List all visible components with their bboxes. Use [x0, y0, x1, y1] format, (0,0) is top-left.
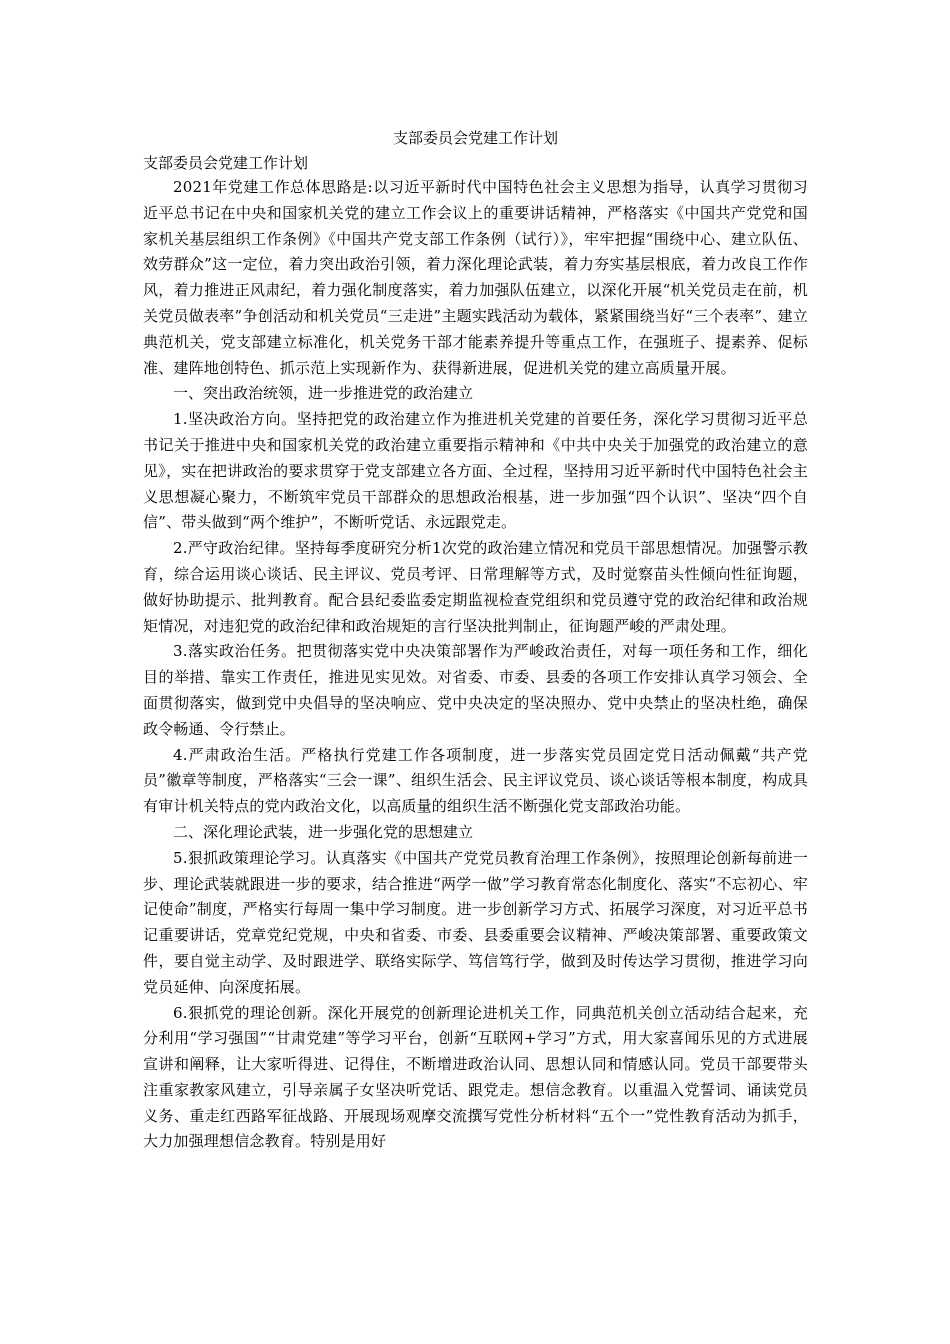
section-heading-2: 二、深化理论武装，进一步强化党的思想建立: [173, 822, 474, 841]
intro-paragraph: 2021年党建工作总体思路是:以习近平新时代中国特色社会主义思想为指导，认真学习贯彻习近平总书记在中央和国家机关党的建立工作会议上的重要讲话精神，严格落实《中国共产党党和国家机关基层组织工作条例》《中国共产党支部工作条例（试行）》，牢牢把握“围绕中心、建立队伍、效劳群众”这一定位，着力突出政治引领，着力深化理论武装，着力夯实基层根底，着力改良工作作风，着力推进正风肃纪，着力强化制度落实，着力加强队伍建立，以深化开展“机关党员走在前，机关党员做表率”争创活动和机关党员“三走进”主题实践活动为载体，紧紧围绕当好“三个表率”、建立典范机关，党支部建立标准化，机关党务干部才能素养提升等重点工作，在强班子、提素养、促标准、建阵地创特色、抓示范上实现新作为、获得新进展，促进机关党的建立高质量开展。: [143, 178, 808, 377]
item-paragraph-1: 1.坚决政治方向。坚持把党的政治建立作为推进机关党建的首要任务，深化学习贯彻习近平总书记关于推进中央和国家机关党的政治建立重要指示精神和《中共中央关于加强党的政治建立的意见》，实在把讲政治的要求贯穿于党支部建立各方面、全过程，坚持用习近平新时代中国特色社会主义思想凝心聚力，不断筑牢党员干部群众的思想政治根基，进一步加强“四个认识”、坚决“四个自信”、带头做到“两个维护”，不断听党话、永远跟党走。: [143, 410, 808, 532]
document-page: [143, 128, 808, 1155]
item-paragraph-4: 4.严肃政治生活。严格执行党建工作各项制度，进一步落实党员固定党日活动佩戴“共产党员”徽章等制度，严格落实“三会一课”、组织生活会、民主评议党员、谈心谈话等根本制度，构成具有审计机关特点的党内政治文化，以高质量的组织生活不断强化党支部政治功能。: [143, 745, 808, 816]
document-title: 支部委员会党建工作计划: [392, 129, 558, 147]
section-heading-1: 一、突出政治统领，进一步推进党的政治建立: [173, 384, 474, 403]
document-subtitle: 支部委员会党建工作计划: [143, 154, 309, 172]
item-paragraph-5: 5.狠抓政策理论学习。认真落实《中国共产党党员教育治理工作条例》，按照理论创新每前进一步、理论武装就跟进一步的要求，结合推进“两学一做”学习教育常态化制度化、落实“不忘初心、牢记使命”制度，严格实行每周一集中学习制度。进一步创新学习方式、拓展学习深度，对习近平总书记重要讲话，党章党纪党规，中央和省委、市委、县委重要会议精神、严峻决策部署、重要政策文件，要自觉主动学、及时跟进学、联络实际学、笃信笃行学，做到及时传达学习贯彻，推进学习向党员延伸、向深度拓展。: [143, 848, 808, 996]
item-paragraph-3: 3.落实政治任务。把贯彻落实党中央决策部署作为严峻政治责任，对每一项任务和工作，细化目的举措、靠实工作责任，推进见实见效。对省委、市委、县委的各项工作安排认真学习领会、全面贯彻落实，做到党中央倡导的坚决响应、党中央决定的坚决照办、党中央禁止的坚决杜绝，确保政令畅通、令行禁止。: [143, 642, 808, 738]
item-paragraph-6: 6.狠抓党的理论创新。深化开展党的创新理论进机关工作，同典范机关创立活动结合起来，充分利用“学习强国”“甘肃党建”等学习平台，创新“互联网+学习”方式，用大家喜闻乐见的方式进展宣讲和阐释，让大家听得进、记得住，不断增进政治认同、思想认同和情感认同。党员干部要带头注重家教家风建立，引导亲属子女坚决听党话、跟党走。想信念教育。以重温入党誓词、诵读党员义务、重走红西路军征战路、开展现场观摩交流撰写党性分析材料“五个一”党性教育活动为抓手，大力加强理想信念教育。特别是用好: [143, 1003, 808, 1151]
item-paragraph-2: 2.严守政治纪律。坚持每季度研究分析1次党的政治建立情况和党员干部思想情况。加强警示教育，综合运用谈心谈话、民主评议、党员考评、日常理解等方式，及时觉察苗头性倾向性征询题，做好协助提示、批判教育。配合县纪委监委定期监视检查党组织和党员遵守党的政治纪律和政治规矩情况，对违犯党的政治纪律和政治规矩的言行坚决批判制止，征询题严峻的严肃处理。: [143, 539, 808, 635]
